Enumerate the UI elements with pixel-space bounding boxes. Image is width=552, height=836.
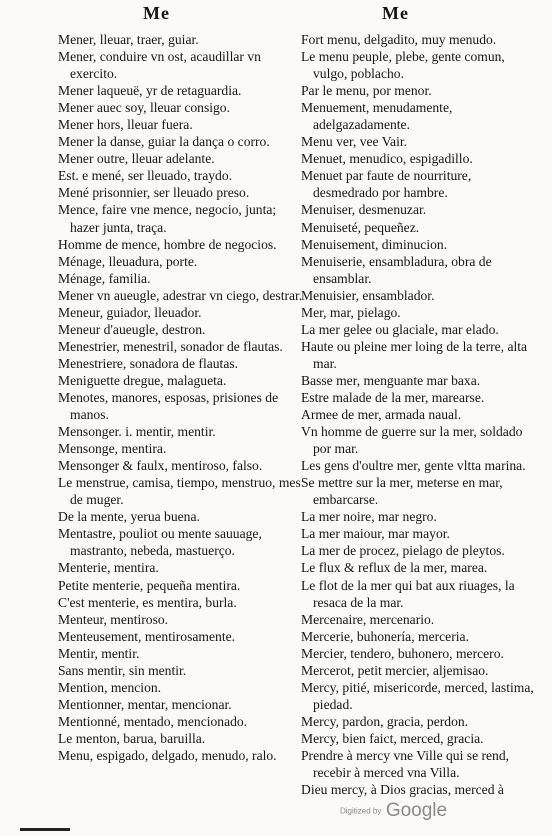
dictionary-entry: Mercy, bien faict, merced, gracia. — [301, 730, 484, 746]
dictionary-entry: Dieu mercy, à Dios gracias, merced à — [301, 782, 504, 798]
dictionary-entry: Armee de mer, armada naual. — [301, 407, 462, 423]
dictionary-entry: Vn homme de guerre sur la mer, soldado por mar. — [301, 424, 523, 457]
dictionary-entry: Mercier, tendero, buhonero, mercero. — [301, 645, 504, 661]
dictionary-entry: Basse mer, menguante mar baxa. — [301, 372, 481, 388]
dictionary-entry: Menu, espigado, delgado, menudo, ralo. — [58, 747, 277, 763]
right-column — [301, 31, 539, 798]
dictionary-entry: Estre malade de la mer, marearse. — [301, 389, 485, 405]
dictionary-entry: Menuiserie, ensambladura, obra de ensamblar. — [301, 253, 492, 286]
page-edge-mark — [20, 828, 70, 831]
dictionary-entry: Le flot de la mer qui bat aux riuages, la resaca de la mar. — [301, 577, 515, 610]
dictionary-entry: Mercenaire, mercenario. — [301, 611, 435, 627]
dictionary-entry: Mener outre, lleuar adelante. — [58, 151, 215, 167]
dictionary-entry: Mentionner, mentar, mencionar. — [58, 696, 232, 712]
dictionary-entry: Mener hors, lleuar fuera. — [58, 117, 193, 133]
dictionary-entry: Mentastre, pouliot ou mente sauuage, mastranto, nebeda, mastuerço. — [58, 526, 262, 559]
dictionary-entry: Menuement, menudamente, adelgazadamente. — [301, 100, 453, 133]
dictionary-entry: Mensonger. i. mentir, mentir. — [58, 424, 216, 440]
dictionary-entry: Menterie, mentira. — [58, 560, 159, 576]
dictionary-entry: Mener, conduire vn ost, acaudillar vn exercito. — [58, 49, 261, 82]
dictionary-entry: Menotes, manores, esposas, prisiones de manos. — [58, 389, 279, 423]
dictionary-entry: Le flux & reflux de la mer, marea. — [301, 560, 488, 576]
dictionary-entry: Le menstrue, camisa, tiempo, menstruo, mes de muger. — [58, 475, 301, 508]
dictionary-entry: Mercerie, buhonería, merceria. — [301, 628, 469, 644]
dictionary-entry: Menuet, menudico, espigadillo. — [301, 151, 473, 167]
dictionary-entry: C'est menterie, es mentira, burla. — [58, 594, 237, 610]
dictionary-entry: Menuisier, ensamblador. — [301, 287, 435, 303]
digitized-label: Digitized by — [340, 806, 382, 816]
dictionary-entry: Les gens d'oultre mer, gente vltta marina. — [301, 458, 526, 474]
dictionary-entry: La mer de procez, pielago de pleytos. — [301, 543, 505, 559]
dictionary-entry: Fort menu, delgadito, muy menudo. — [301, 32, 497, 47]
dictionary-entry: Par le menu, por menor. — [301, 83, 432, 99]
dictionary-entry: Petite menterie, pequeña mentira. — [58, 577, 241, 593]
dictionary-entry: Se mettre sur la mer, meterse en mar, embarcarse. — [301, 475, 503, 508]
dictionary-entry: Menuiser, desmenuzar. — [301, 202, 427, 218]
dictionary-entry: Haute ou pleine mer loing de la terre, alta mar. — [301, 338, 528, 371]
dictionary-entry: Menuiseté, pequeñez. — [301, 219, 420, 235]
running-head-right: Me — [382, 3, 409, 23]
google-logo: Google — [385, 800, 448, 821]
dictionary-entry: Mer, mar, pielago. — [301, 304, 401, 320]
dictionary-entry: Menestrier, menestril, sonador de flautas. — [58, 338, 283, 354]
dictionary-entry: Mener laqueuë, yr de retaguardia. — [58, 83, 242, 99]
dictionary-entry: Mené prisonnier, ser lleuado preso. — [58, 185, 250, 201]
dictionary-entry: Mener auec soy, lleuar consigo. — [58, 100, 230, 116]
dictionary-entry: Prendre à mercy vne Ville qui se rend, recebir à merced vna Villa. — [301, 747, 510, 781]
left-column — [58, 31, 303, 764]
dictionary-entry: Mercy, pardon, gracia, perdon. — [301, 713, 469, 729]
dictionary-entry: Mentionné, mentado, mencionado. — [58, 713, 248, 729]
dictionary-entry: Mener vn aueugle, adestrar vn ciego, destrar. — [58, 287, 303, 303]
digitized-watermark — [340, 800, 447, 822]
dictionary-entry: Mener la danse, guiar la dança o corro. — [58, 134, 270, 150]
dictionary-entry: De la mente, yerua buena. — [58, 509, 200, 525]
dictionary-entry: Mentir, mentir. — [58, 645, 140, 661]
dictionary-entry: La mer noire, mar negro. — [301, 509, 437, 525]
dictionary-entry: Menteusement, mentirosamente. — [58, 628, 236, 644]
dictionary-entry: Mener, lleuar, traer, guiar. — [58, 32, 199, 47]
running-head-left: Me — [143, 3, 170, 23]
dictionary-entry: Homme de mence, hombre de negocios. — [58, 236, 277, 252]
dictionary-entry: La mer gelee ou glaciale, mar elado. — [301, 321, 499, 337]
dictionary-entry: Mercy, pitié, misericorde, merced, lastima, piedad. — [301, 679, 534, 712]
dictionary-entry: Meneur, guiador, lleuador. — [58, 304, 202, 320]
dictionary-entry: La mer maiour, mar mayor. — [301, 526, 450, 542]
dictionary-entry: Ménage, lleuadura, porte. — [58, 253, 198, 269]
dictionary-entry: Mercerot, petit mercier, aljemisao. — [301, 662, 489, 678]
dictionary-entry: Menestriere, sonadora de flautas. — [58, 355, 239, 371]
dictionary-entry: Meniguette dregue, malagueta. — [58, 372, 227, 388]
dictionary-entry: Ménage, familia. — [58, 270, 151, 286]
dictionary-entry: Mensonge, mentira. — [58, 441, 167, 457]
dictionary-entry: Menteur, mentiroso. — [58, 611, 169, 627]
dictionary-entry: Est. e mené, ser lleuado, traydo. — [58, 168, 233, 184]
dictionary-entry: Le menton, barua, baruilla. — [58, 730, 206, 746]
dictionary-entry: Menuisement, diminucion. — [301, 236, 448, 252]
dictionary-entry: Sans mentir, sin mentir. — [58, 662, 187, 678]
dictionary-entry: Mensonger & faulx, mentiroso, falso. — [58, 458, 263, 474]
dictionary-entry: Mence, faire vne mence, negocio, junta; hazer junta, traça. — [58, 202, 277, 235]
dictionary-entry: Meneur d'aueugle, destron. — [58, 321, 206, 337]
dictionary-entry: Menuet par faute de nourriture, desmedrado por hambre. — [301, 168, 472, 201]
dictionary-entry: Le menu peuple, plebe, gente comun, vulgo, poblacho. — [301, 49, 505, 82]
dictionary-entry: Mention, mencion. — [58, 679, 162, 695]
dictionary-entry: Menu ver, vee Vair. — [301, 134, 408, 150]
